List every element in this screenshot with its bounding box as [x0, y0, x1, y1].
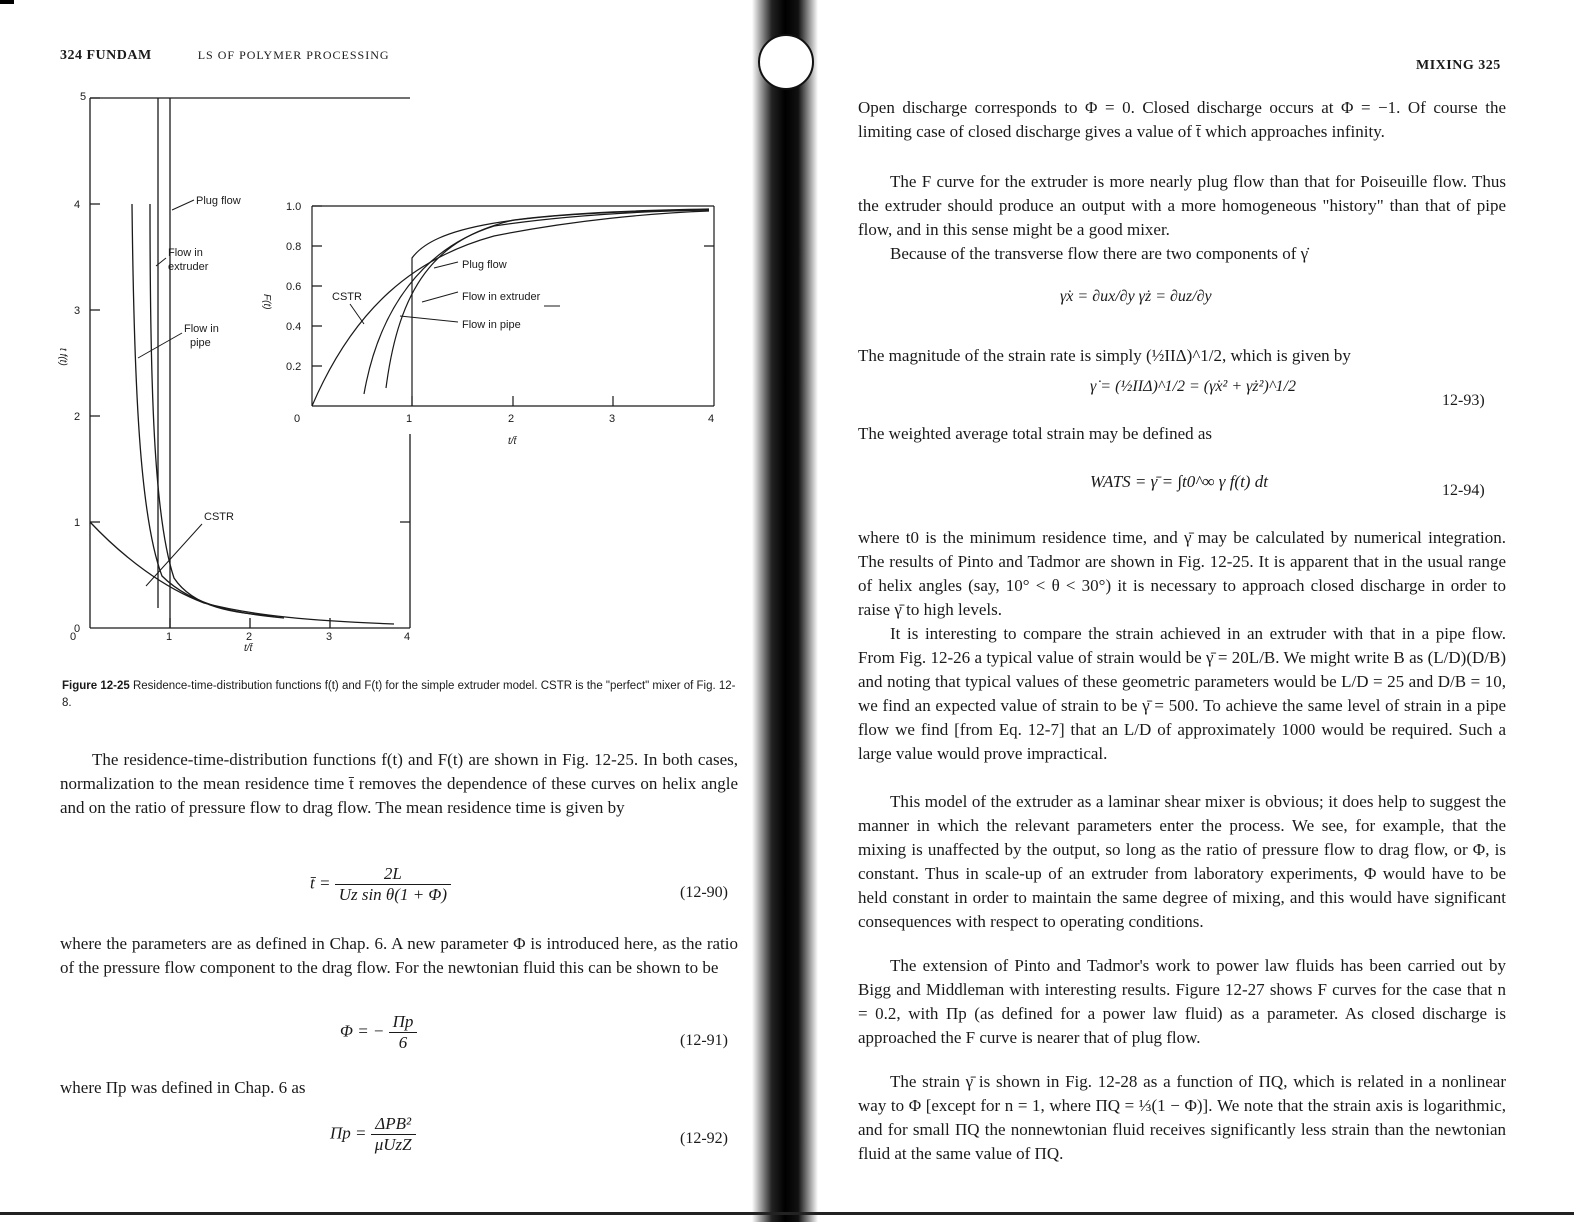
eq92-number: (12-92) [680, 1130, 728, 1147]
inset-xtick-1: 1 [406, 413, 413, 425]
eq90-fraction [335, 864, 451, 905]
outer-label-cstr: CSTR [204, 511, 234, 523]
equation-12-93: γ̇ = (½IIΔ)^1/2 = (γ̇x² + γ̇z²)^1/2 [1090, 378, 1296, 395]
equation-12-90 [310, 864, 451, 905]
eq92-fraction [371, 1114, 416, 1155]
inset-ytick-02: 0.2 [286, 361, 302, 373]
eq92-numerator: ΔPB² [371, 1114, 416, 1135]
eq92-lhs: Πp = [330, 1123, 367, 1143]
inset-label-cstr: CSTR [332, 291, 362, 303]
inset-y-label: F(t) [261, 294, 272, 310]
inset-x-label: t/t̄ [508, 436, 517, 447]
outer-label-pipe-2: pipe [190, 337, 211, 349]
outer-xtick-2: 2 [246, 631, 253, 643]
left-page-number-head: 324 FUNDAM [60, 48, 152, 63]
outer-label-extruder-2: extruder [168, 261, 209, 273]
equation-12-92 [330, 1114, 416, 1155]
right-paragraph-7: It is interesting to compare the strain achieved in an extruder with that in a pipe flow. From Fig. 12-26 a typical value of strain would be γ̄ = 20L/B. We might write B as (L/D)(D/B) and noting that typical values of these geometric parameters would be L/D = 25 and D/B = 10, we find an expected value of strain to be γ̄ = 500. To achieve the same level of strain in a pipe flow we find [from Eq. 12-7] that an L/D of approximately 1000 would be required. Such a large value would prove impractical. [858, 624, 1506, 763]
right-running-head: MIXING 325 [1416, 58, 1501, 73]
outer-label-extruder-1: Flow in [168, 247, 203, 259]
left-running-head [60, 48, 390, 64]
inset-ytick-08: 0.8 [286, 241, 302, 253]
outer-label-pipe-1: Flow in [184, 323, 219, 335]
eq90-numerator: 2L [335, 864, 451, 885]
outer-xtick-4: 4 [404, 631, 411, 643]
right-paragraph-1: Open discharge corresponds to Φ = 0. Closed discharge occurs at Φ = −1. Of course the limiting case of closed discharge gives a value of t̄ which approaches infinity. [858, 98, 1506, 141]
outer-label-plug: Plug flow [196, 195, 241, 207]
figure-12-25 [54, 88, 744, 654]
right-paragraph-4: The magnitude of the strain rate is simply (½IIΔ)^1/2, which is given by [858, 346, 1351, 365]
outer-cstr-curve [90, 522, 394, 624]
right-page [800, 0, 1574, 1222]
outer-ytick-3: 3 [74, 305, 81, 317]
eq90-lhs: t̄ = [310, 873, 331, 893]
right-paragraph-3: Because of the transverse flow there are two components of γ̇ [890, 244, 1309, 263]
eq91-fraction [389, 1012, 418, 1053]
eq93-number: 12-93) [1442, 392, 1485, 409]
outer-pipe-leader [138, 333, 182, 358]
outer-xtick-1: 1 [166, 631, 173, 643]
inset-xtick-2: 2 [508, 413, 515, 425]
outer-xtick-0: 0 [70, 631, 77, 643]
right-paragraph-2: The F curve for the extruder is more nearly plug flow than that for Poiseuille flow. Thus the extruder should produce an output with a more homogeneous "history" than that of pipe flow, and in this sense might be a good mixer. [858, 172, 1506, 239]
outer-ytick-4: 4 [74, 199, 81, 211]
eq90-number: (12-90) [680, 884, 728, 901]
outer-ytick-1: 1 [74, 517, 81, 529]
inset-label-extruder: Flow in extruder [462, 291, 541, 303]
right-paragraph-6: where t0 is the minimum residence time, and γ̄ may be calculated by numerical integration. The results of Pinto and Tadmor are shown in Fig. 12-25. It is apparent that in the usual range of helix angles (say, 10° < θ < 30°) it is necessary to approach closed discharge in order to raise γ̄ to high levels. [858, 528, 1506, 619]
inset-xtick-4: 4 [708, 413, 715, 425]
outer-ytick-0: 0 [74, 623, 81, 635]
outer-ytick-2: 2 [74, 411, 81, 423]
right-paragraph-10: The strain γ̄ is shown in Fig. 12-28 as a function of ΠQ, which is related in a nonlinear way to Φ [except for n = 1, where ΠQ = ⅓(1 − Φ)]. We note that the strain axis is logarithmic, and for small ΠQ the nonnewtonian fluid receives significantly less strain than the newtonian fluid at the same value of ΠQ. [858, 1072, 1506, 1163]
left-running-title: LS OF POLYMER PROCESSING [197, 48, 390, 62]
inset-background [294, 188, 742, 434]
inset-label-pipe: Flow in pipe [462, 319, 521, 331]
right-paragraph-5: The weighted average total strain may be defined as [858, 424, 1213, 443]
figure-caption [62, 678, 738, 712]
caption-label: Figure 12-25 [62, 680, 130, 692]
inset-ytick-06: 0.6 [286, 281, 302, 293]
caption-text: Residence-time-distribution functions f(t) and F(t) for the simple extruder model. CSTR is the "perfect" mixer of Fig. 12-8. [62, 680, 736, 709]
eq90-denominator: Uz sin θ(1 + Φ) [338, 885, 448, 904]
left-paragraph-1: The residence-time-distribution functions f(t) and F(t) are shown in Fig. 12-25. In both cases, normalization to the mean residence time t̄ removes the dependence of these curves on helix angle and on the ratio of pressure flow to drag flow. The mean residence time is given by [60, 750, 738, 817]
outer-plug-leader [172, 200, 194, 210]
equation-12-91 [340, 1012, 417, 1053]
outer-xtick-3: 3 [326, 631, 333, 643]
eq91-numerator: Πp [389, 1012, 418, 1033]
equation-12-94: WATS = γ̄ = ∫t0^∞ γ f(t) dt [1090, 472, 1268, 491]
figure-svg [54, 88, 744, 654]
inset-label-plug: Plug flow [462, 259, 507, 271]
inset-xtick-0: 0 [294, 413, 301, 425]
eq91-lhs: Φ = − [340, 1021, 385, 1041]
eq91-number: (12-91) [680, 1032, 728, 1049]
outer-ytick-5: 5 [80, 91, 87, 103]
inset-ytick-10: 1.0 [286, 201, 302, 213]
inset-ytick-04: 0.4 [286, 321, 302, 333]
left-paragraph-3: where Πp was defined in Chap. 6 as [60, 1078, 306, 1097]
eq94-number: 12-94) [1442, 482, 1485, 499]
inset-xtick-3: 3 [609, 413, 616, 425]
right-paragraph-9: The extension of Pinto and Tadmor's work to power law fluids has been carried out by Bigg and Middleman with interesting results. Figure 12-27 shows F curves for the case that n = 0.2, with Πp (as defined for a power law fluid) as a parameter. As closed discharge is approached the F curve is nearer that of plug flow. [858, 956, 1506, 1047]
left-paragraph-2: where the parameters are as defined in Chap. 6. A new parameter Φ is introduced here, as the ratio of the pressure flow component to the drag flow. For the newtonian fluid this can be shown to be [60, 934, 738, 977]
outer-x-label: t/t̄ [244, 643, 253, 654]
right-paragraph-8: This model of the extruder as a laminar shear mixer is obvious; it does help to suggest the manner in which the relevant parameters enter the process. We see, for example, that the mixing is unaffected by the output, so long as the ratio of pressure flow to drag flow, or Φ, is constant. Thus in scale-up of an extruder from laboratory experiments, Φ would have to be held constant in order to maintain the same degree of mixing, and this would have significant consequences with respect to operating conditions. [858, 792, 1506, 931]
left-page [0, 0, 780, 1222]
outer-y-label: t f(t) [57, 348, 68, 366]
eq92-denominator: μUzZ [374, 1135, 412, 1154]
scan-bottom-edge [0, 1212, 1574, 1215]
eq91-denominator: 6 [398, 1033, 408, 1052]
equation-strain-components: γ̇x = ∂ux/∂y γ̇z = ∂uz/∂y [1060, 288, 1212, 305]
